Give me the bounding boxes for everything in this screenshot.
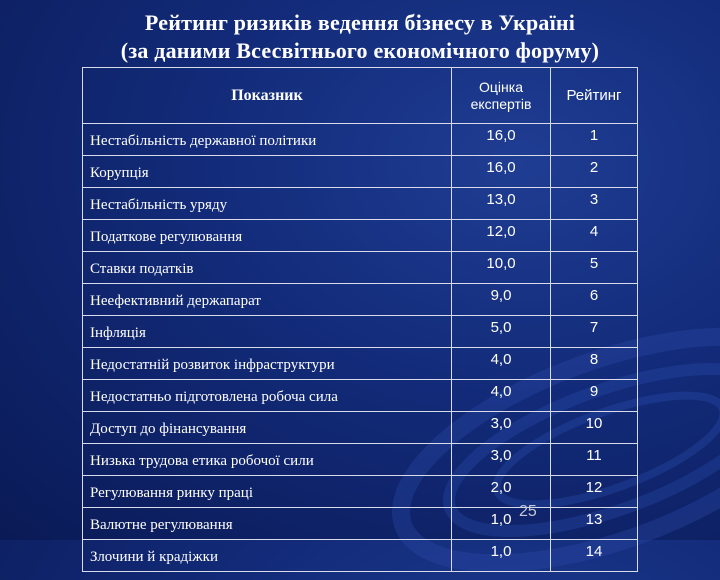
table-row bbox=[83, 444, 638, 476]
row-indicator: Нестабільність уряду bbox=[83, 188, 452, 220]
row-rank: 13 bbox=[551, 508, 638, 540]
row-rank: 3 bbox=[551, 188, 638, 220]
row-score: 4,0 bbox=[452, 380, 551, 412]
row-indicator: Податкове регулювання bbox=[83, 220, 452, 252]
row-rank: 1 bbox=[551, 124, 638, 156]
header-expert-score bbox=[452, 68, 551, 124]
table-row bbox=[83, 252, 638, 284]
table-row bbox=[83, 284, 638, 316]
row-rank: 10 bbox=[551, 412, 638, 444]
row-indicator: Неефективний держапарат bbox=[83, 284, 452, 316]
row-indicator: Інфляція bbox=[83, 316, 452, 348]
row-rank: 14 bbox=[551, 540, 638, 572]
row-indicator: Недостатній розвиток інфраструктури bbox=[83, 348, 452, 380]
row-rank: 12 bbox=[551, 476, 638, 508]
row-rank: 9 bbox=[551, 380, 638, 412]
row-score: 16,0 bbox=[452, 156, 551, 188]
row-rank: 7 bbox=[551, 316, 638, 348]
row-score: 5,0 bbox=[452, 316, 551, 348]
row-score: 10,0 bbox=[452, 252, 551, 284]
row-rank: 6 bbox=[551, 284, 638, 316]
row-rank: 11 bbox=[551, 444, 638, 476]
slide-subtitle: (за даними Всесвітнього економічного форуму) bbox=[120, 38, 600, 63]
row-indicator: Злочини й крадіжки bbox=[83, 540, 452, 572]
row-rank: 5 bbox=[551, 252, 638, 284]
table-row bbox=[83, 156, 638, 188]
row-indicator: Валютне регулювання bbox=[83, 508, 452, 540]
table-header-row bbox=[83, 68, 638, 124]
risk-rating-table bbox=[82, 67, 638, 572]
table-row bbox=[83, 188, 638, 220]
row-score: 3,0 bbox=[452, 444, 551, 476]
row-score: 16,0 bbox=[452, 124, 551, 156]
row-indicator: Низька трудова етика робочої сили bbox=[83, 444, 452, 476]
row-score: 13,0 bbox=[452, 188, 551, 220]
header-indicator: Показник bbox=[83, 68, 452, 124]
row-rank: 2 bbox=[551, 156, 638, 188]
row-score: 4,0 bbox=[452, 348, 551, 380]
table-row bbox=[83, 348, 638, 380]
row-indicator: Регулювання ринку праці bbox=[83, 476, 452, 508]
table-row bbox=[83, 124, 638, 156]
table-row bbox=[83, 380, 638, 412]
row-indicator: Ставки податків bbox=[83, 252, 452, 284]
table-row bbox=[83, 476, 638, 508]
row-score: 3,0 bbox=[452, 412, 551, 444]
table-row bbox=[83, 316, 638, 348]
row-score: 1,0 bbox=[452, 508, 551, 540]
slide-title: Рейтинг ризиків ведення бізнесу в Україні bbox=[144, 10, 576, 35]
table-row bbox=[83, 508, 638, 540]
table-row bbox=[83, 540, 638, 572]
row-rank: 4 bbox=[551, 220, 638, 252]
table-row bbox=[83, 412, 638, 444]
row-score: 1,0 bbox=[452, 540, 551, 572]
row-score: 2,0 bbox=[452, 476, 551, 508]
page-number: 25 bbox=[519, 503, 537, 520]
row-score: 9,0 bbox=[452, 284, 551, 316]
header-score-line1: Оцінка bbox=[479, 78, 523, 95]
row-indicator: Корупція bbox=[83, 156, 452, 188]
header-rank: Рейтинг bbox=[551, 68, 638, 124]
row-rank: 8 bbox=[551, 348, 638, 380]
row-score: 12,0 bbox=[452, 220, 551, 252]
header-score-line2: експертів bbox=[470, 95, 532, 112]
row-indicator: Нестабільність державної політики bbox=[83, 124, 452, 156]
row-indicator: Доступ до фінансування bbox=[83, 412, 452, 444]
row-indicator: Недостатньо підготовлена робоча сила bbox=[83, 380, 452, 412]
table-row bbox=[83, 220, 638, 252]
